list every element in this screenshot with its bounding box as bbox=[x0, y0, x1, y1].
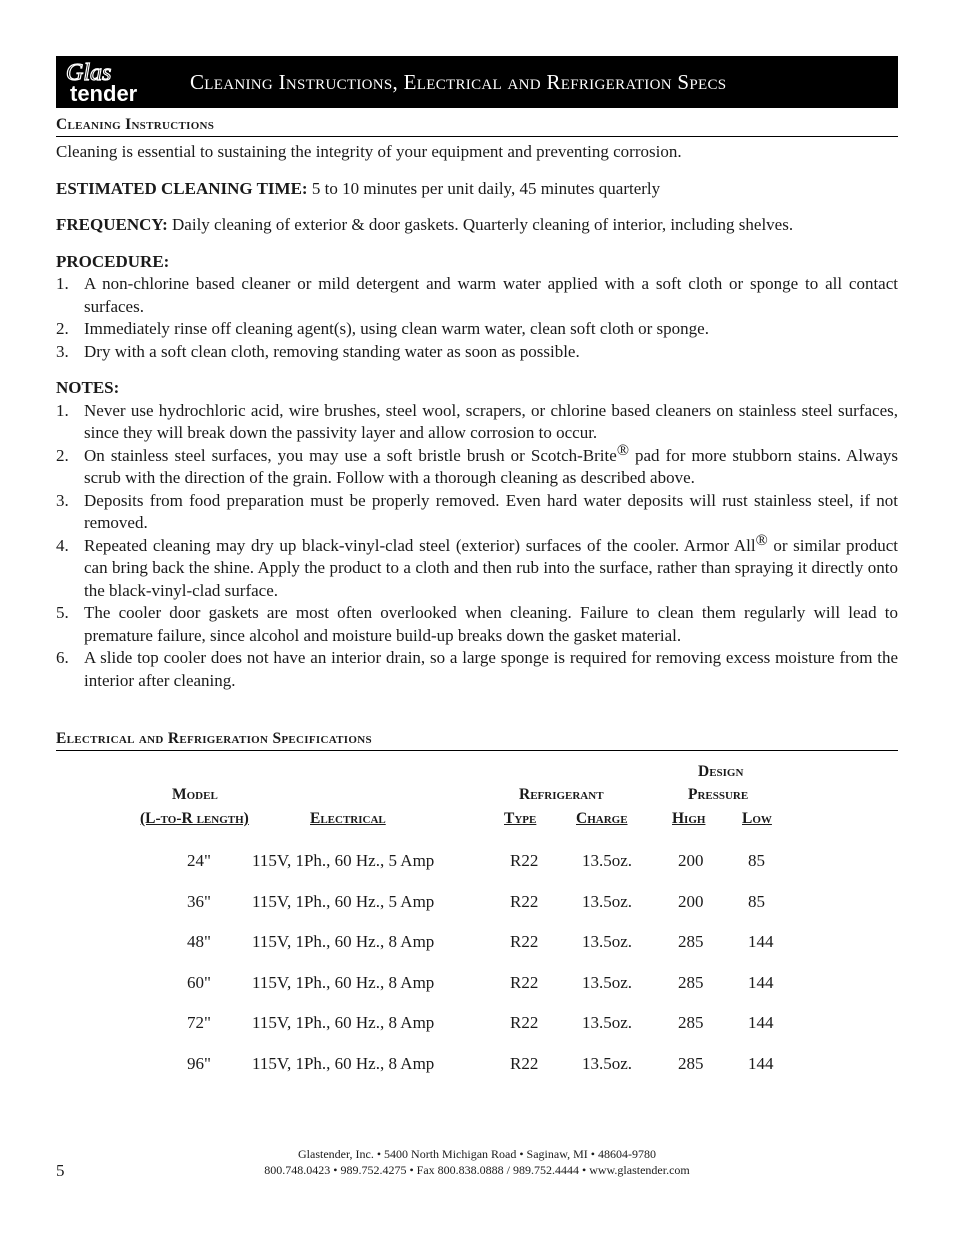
list-text: Dry with a soft clean cloth, removing standing water as soon as possible. bbox=[84, 341, 580, 361]
list-item bbox=[56, 490, 898, 535]
cell-electrical: 115V, 1Ph., 60 Hz., 8 Amp bbox=[252, 1013, 435, 1032]
list-text: or similar product can bring back the shine. Apply the product to a cloth and then rub into the surface, rather than spraying it directly onto the black-vinyl-clad surface. bbox=[84, 535, 898, 600]
registered-mark: ® bbox=[755, 531, 768, 549]
list-number: 4. bbox=[56, 535, 69, 555]
cell-electrical: 115V, 1Ph., 60 Hz., 5 Amp bbox=[252, 891, 435, 911]
col-high: High bbox=[672, 810, 706, 827]
cell-type: R22 bbox=[510, 1013, 539, 1032]
col-model-sub: (L-to-R length) bbox=[140, 810, 249, 827]
cell-high: 285 bbox=[678, 1053, 704, 1073]
list-text: A non-chlorine based cleaner or mild detergent and warm water applied with a soft cloth or sponge to all contact surfaces. bbox=[84, 274, 898, 316]
list-text: Repeated cleaning may dry up black-vinyl-clad steel (exterior) surfaces of the cooler. Armor All bbox=[84, 535, 756, 555]
list-number: 2. bbox=[56, 445, 69, 465]
cell-electrical: 115V, 1Ph., 60 Hz., 8 Amp bbox=[252, 1053, 435, 1073]
cell-type: R22 bbox=[510, 932, 539, 951]
list-number: 2. bbox=[56, 319, 69, 338]
cell-model: 36" bbox=[187, 891, 211, 911]
cleaning-heading: Cleaning Instructions bbox=[56, 116, 898, 137]
cleaning-time-label: ESTIMATED CLEANING TIME: bbox=[56, 178, 308, 198]
cell-model: 24" bbox=[187, 851, 211, 870]
procedure-list bbox=[56, 273, 898, 363]
logo-text-top: Glas bbox=[66, 60, 112, 86]
cell-charge: 13.5oz. bbox=[582, 851, 633, 870]
page-number: 5 bbox=[56, 1161, 65, 1180]
cell-electrical: 115V, 1Ph., 60 Hz., 8 Amp bbox=[252, 932, 435, 951]
col-refrigerant: Refrigerant bbox=[519, 786, 604, 803]
header-bar bbox=[56, 56, 898, 108]
list-text: A slide top cooler does not have an interior drain, so a large sponge is required for removing excess moisture from the interior after cleaning. bbox=[84, 648, 898, 690]
list-number: 6. bbox=[56, 648, 69, 667]
col-type: Type bbox=[504, 810, 537, 827]
cell-low: 85 bbox=[748, 851, 765, 870]
cell-charge: 13.5oz. bbox=[582, 891, 633, 911]
cell-low: 144 bbox=[748, 932, 774, 951]
list-text: On stainless steel surfaces, you may use a soft bristle brush or Scotch-Brite bbox=[84, 445, 617, 465]
frequency bbox=[56, 214, 898, 237]
cell-model: 48" bbox=[187, 932, 211, 951]
frequency-label: FREQUENCY: bbox=[56, 215, 168, 234]
cell-model: 96" bbox=[187, 1053, 211, 1073]
footer bbox=[0, 1146, 954, 1178]
specs-heading: Electrical and Refrigeration Specifications bbox=[56, 730, 898, 751]
col-low: Low bbox=[742, 810, 772, 827]
list-text: pad for more stubborn stains. Always scrub with the direction of the grain. Follow with a thorough cleaning as described above. bbox=[84, 445, 898, 487]
specs-table bbox=[56, 751, 898, 1091]
col-electrical: Electrical bbox=[310, 810, 386, 827]
cell-low: 144 bbox=[748, 972, 774, 992]
list-text: Deposits from food preparation must be properly removed. Even hard water deposits will rust stainless steel, if not removed. bbox=[84, 490, 898, 532]
cell-charge: 13.5oz. bbox=[582, 972, 633, 992]
cell-low: 144 bbox=[748, 1013, 774, 1032]
cell-type: R22 bbox=[510, 972, 539, 992]
list-number: 3. bbox=[56, 490, 69, 510]
col-model: Model bbox=[172, 786, 218, 803]
list-text: The cooler door gaskets are most often overlooked when cleaning. Failure to clean them regularly will lead to premature failure, since alcohol and moisture build-up breaks down the gasket material. bbox=[84, 603, 898, 645]
notes-list bbox=[56, 400, 898, 693]
list-item bbox=[56, 341, 898, 364]
cell-high: 285 bbox=[678, 1013, 704, 1032]
page bbox=[56, 56, 898, 1091]
list-item bbox=[56, 531, 898, 603]
frequency-text: Daily cleaning of exterior & door gaskets. Quarterly cleaning of interior, including shelves. bbox=[167, 215, 794, 234]
cell-charge: 13.5oz. bbox=[582, 1053, 633, 1073]
cell-model: 72" bbox=[187, 1013, 211, 1032]
cell-electrical: 115V, 1Ph., 60 Hz., 8 Amp bbox=[252, 972, 435, 992]
list-item bbox=[56, 647, 898, 692]
col-pressure: Pressure bbox=[688, 786, 749, 803]
list-number: 1. bbox=[56, 274, 69, 293]
glastender-logo bbox=[62, 56, 166, 108]
list-text: Immediately rinse off cleaning agent(s), using clean warm water, clean soft cloth or sponge. bbox=[84, 319, 709, 338]
cell-high: 200 bbox=[678, 891, 704, 911]
cleaning-intro: Cleaning is essential to sustaining the integrity of your equipment and preventing corrosion. bbox=[56, 142, 682, 161]
list-item bbox=[56, 318, 898, 341]
cleaning-time-text: 5 to 10 minutes per unit daily, 45 minutes quarterly bbox=[307, 178, 661, 198]
cleaning-time bbox=[56, 178, 898, 201]
list-item bbox=[56, 273, 898, 318]
procedure-label: PROCEDURE: bbox=[56, 251, 170, 271]
list-text: Never use hydrochloric acid, wire brushes, steel wool, scrapers, or chlorine based cleaners on stainless steel surfaces, since they will break down the passivity layer and allow corrosion to occur. bbox=[84, 400, 898, 442]
cell-type: R22 bbox=[510, 1053, 539, 1073]
list-number: 5. bbox=[56, 603, 69, 622]
cell-type: R22 bbox=[510, 851, 539, 870]
cell-high: 285 bbox=[678, 972, 704, 992]
list-item bbox=[56, 441, 898, 490]
list-number: 1. bbox=[56, 400, 69, 420]
notes-label: NOTES: bbox=[56, 378, 120, 397]
cell-high: 285 bbox=[678, 932, 704, 951]
logo-text-bottom: tender bbox=[70, 81, 138, 106]
cell-model: 60" bbox=[187, 972, 211, 992]
col-design: Design bbox=[698, 763, 744, 780]
cell-low: 144 bbox=[748, 1053, 774, 1073]
footer-address: Glastender, Inc. • 5400 North Michigan Road • Saginaw, MI • 48604-9780 bbox=[298, 1147, 656, 1161]
cell-charge: 13.5oz. bbox=[582, 932, 633, 951]
cell-high: 200 bbox=[678, 851, 704, 870]
cell-charge: 13.5oz. bbox=[582, 1013, 633, 1032]
cell-type: R22 bbox=[510, 891, 539, 911]
footer-contact: 800.748.0423 • 989.752.4275 • Fax 800.838.0888 / 989.752.4444 • www.glastender.com bbox=[264, 1163, 690, 1177]
cell-electrical: 115V, 1Ph., 60 Hz., 5 Amp bbox=[252, 851, 435, 870]
registered-mark: ® bbox=[616, 441, 629, 459]
list-number: 3. bbox=[56, 341, 69, 361]
page-title: Cleaning Instructions, Electrical and Refrigeration Specs bbox=[190, 69, 727, 94]
col-charge: Charge bbox=[576, 810, 628, 827]
list-item bbox=[56, 400, 898, 445]
list-item bbox=[56, 602, 898, 647]
cell-low: 85 bbox=[748, 891, 765, 911]
